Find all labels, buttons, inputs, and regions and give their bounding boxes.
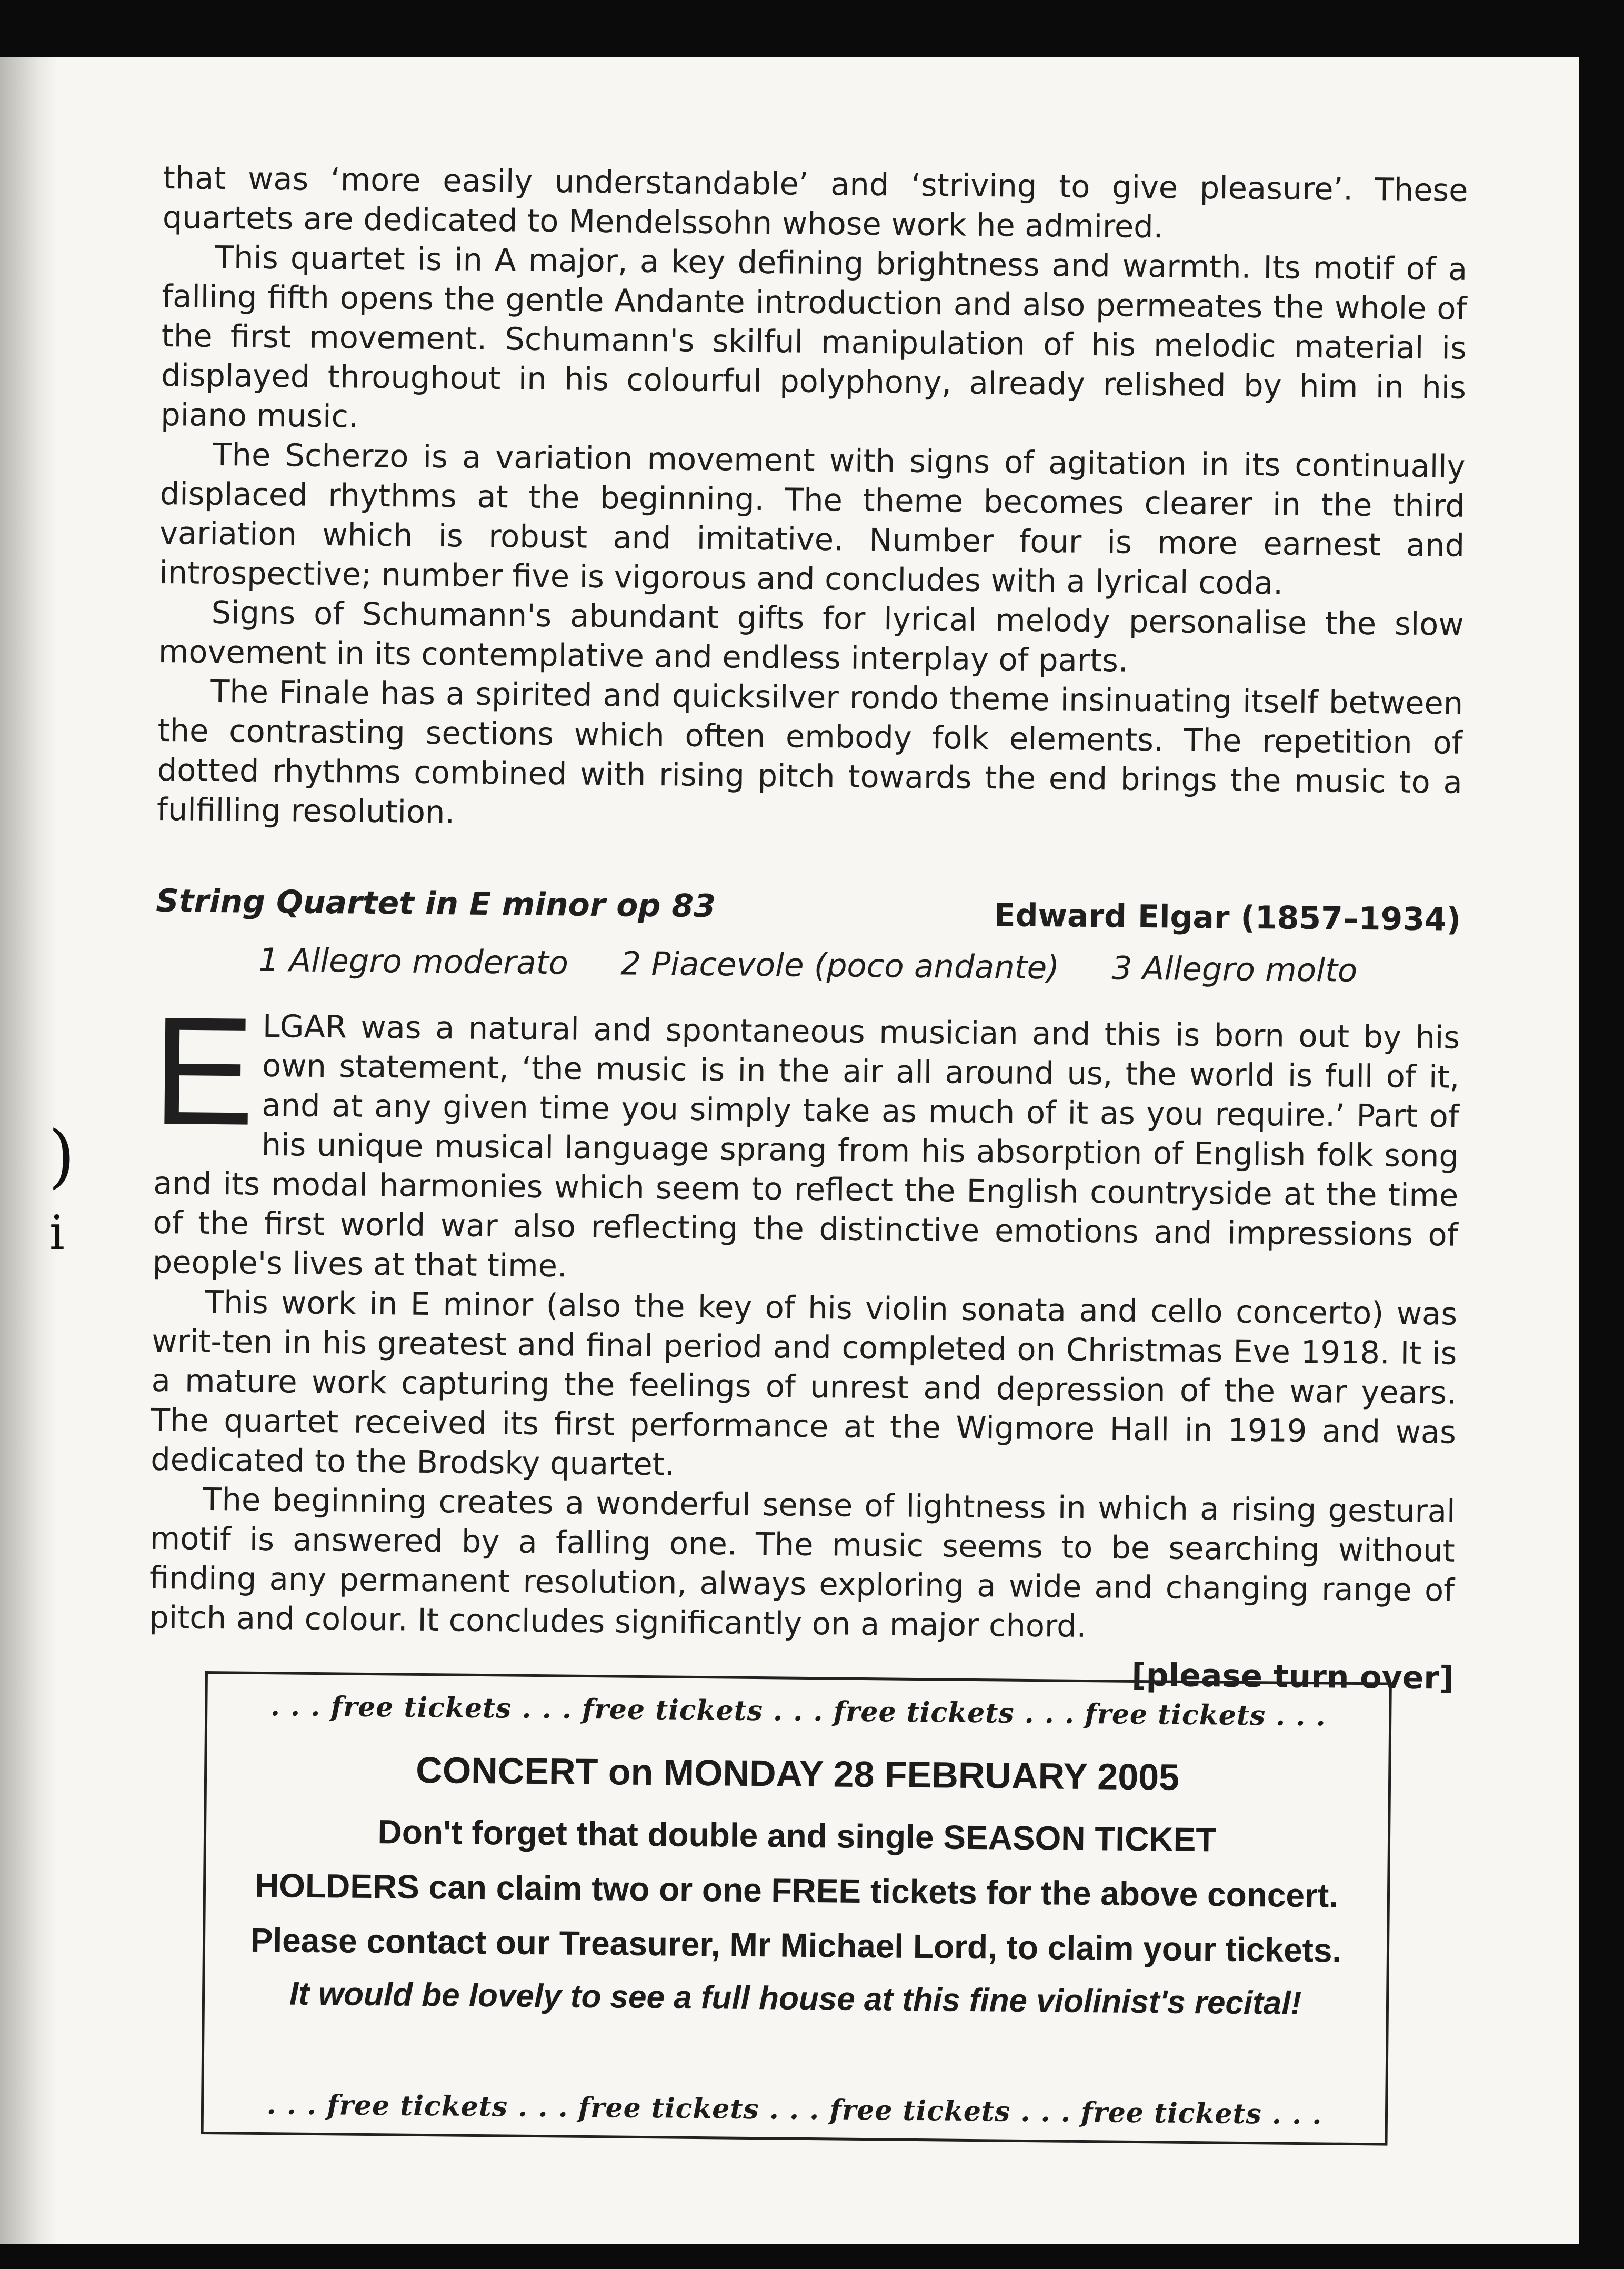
turn-over-note: [please turn over] — [1131, 1656, 1454, 1697]
paragraph: that was ‘more easily understandable’ and ‘striving to give pleasure’. These quartets are dedicated to Mendelssohn whose work he admired. — [162, 159, 1468, 245]
movement-item: 3 Allegro molto — [1111, 949, 1358, 989]
free-tickets-banner: . . . free tickets . . . free tickets . . . free tickets . . . free tickets . . . — [270, 1690, 1327, 1733]
paragraph: The Scherzo is a variation movement with signs of agitation in its continually displaced rhythms at the beginning. The theme becomes clearer in the third variation which is robust and imitative. Number four is more earnest and introspective; number five is vigorous and concludes with a lyrical coda. — [159, 436, 1466, 602]
free-tickets-banner: . . . free tickets . . . free tickets . . . free tickets . . . free tickets . . . — [266, 2088, 1322, 2131]
notice-line: Please contact our Treasurer, Mr Michael Lord, to claim your tickets. — [250, 1921, 1342, 1970]
notice-closing: It would be lovely to see a full house at this fine violinist's recital! — [289, 1975, 1302, 2022]
notice-line: HOLDERS can claim two or one FREE tickets for the above concert. — [254, 1866, 1339, 1915]
spine-mark: ) — [48, 1116, 75, 1196]
free-tickets-notice — [201, 1671, 1392, 2146]
drop-cap: E — [151, 984, 256, 1157]
paragraph: This work in E minor (also the key of his violin sonata and cello concerto) was writ-ten in his greatest and final period and completed on Christmas Eve 1918. It is a mature work capturing the feelings of unrest and depression of the war years. The quartet received its first performance at the Wigmore Hall in 1919 and was dedicated to the Brodsky quartet. — [150, 1283, 1458, 1483]
movement-item: 2 Piacevole (poco andante) — [620, 945, 1060, 987]
work-title: String Quartet in E minor op 83 — [156, 882, 716, 925]
paragraph: The beginning creates a wonderful sense of lightness in which a rising gestural motif is answered by a falling one. The music seems to be searching without finding any permanent resolution, always exploring a wide and changing range of pitch and colour. It concludes significantly on a major chord. — [149, 1481, 1456, 1644]
movement-item: 1 Allegro moderato — [258, 941, 569, 982]
document-body — [148, 158, 1468, 1698]
paragraph-text: LGAR was a natural and spontaneous musician and this is born out by his own statement, ‘the music is in the air all around us, the world is full of it, and at any given time you simply take as much of it as you require.’ Part of his unique musical language sprang from his absorption of English folk song and its modal harmonies which seem to reflect the English countryside at the time of the first world war also reflecting the distinctive emotions and impressions of people's lives at that time. — [152, 1007, 1460, 1284]
paragraph: This quartet is in A major, a key defining brightness and warmth. Its motif of a falling fifth opens the gentle Andante introduction and also permeates the whole of the first movement. Schumann's skilful manipulation of his melodic material is displayed throughout in his colourful polyphony, already relished by him in his piano music. — [160, 238, 1468, 435]
spine-mark: i — [49, 1205, 65, 1261]
movement-list — [155, 939, 1461, 992]
composer-name: Edward Elgar (1857–1934) — [994, 897, 1461, 938]
notice-text — [205, 1803, 1388, 1978]
paragraph: The Finale has a spirited and quicksilver rondo theme insinuating itself between the contrasting sections which often embody folk elements. The repetition of dotted rhythms combined with rising pitch towards the end brings the music to a fulfilling resolution. — [156, 673, 1463, 831]
paragraph: Signs of Schumann's abundant gifts for lyrical melody personalise the slow movement in its contemplative and endless interplay of parts. — [158, 594, 1464, 679]
work-heading — [156, 866, 1461, 942]
paragraph — [151, 984, 1460, 1294]
concert-date: CONCERT on MONDAY 28 FEBRUARY 2005 — [415, 1749, 1180, 1798]
notice-line: Don't forget that double and single SEASON TICKET — [377, 1813, 1217, 1859]
